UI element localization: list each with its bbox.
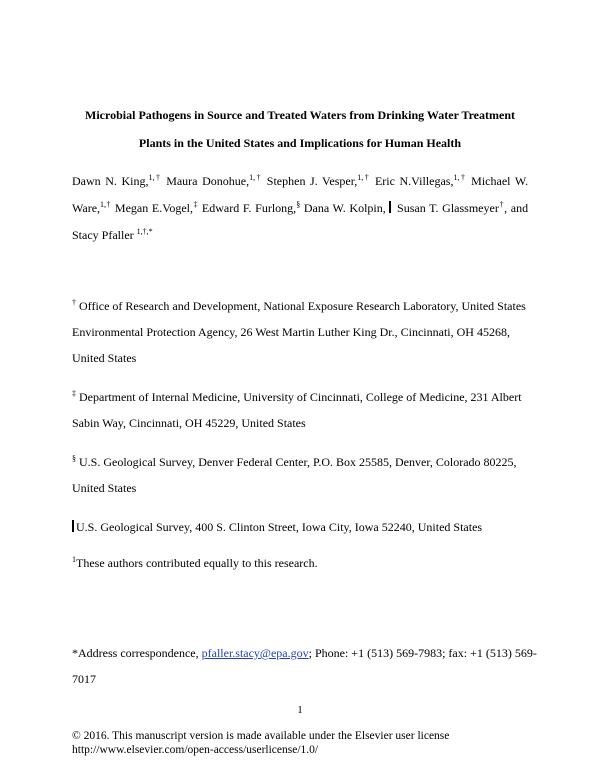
author-mark: 1,† (100, 200, 112, 209)
affiliation-text: Department of Internal Medicine, University of Cincinnati, College of Medicine, 231 Albert (76, 390, 522, 404)
author-name: Stephen J. Vesper, (266, 174, 358, 188)
author-mark: 1,† (148, 173, 162, 182)
affiliation-text: U.S. Geological Survey, Denver Federal Center, P.O. Box 25585, Denver, Colorado 80225, (76, 455, 517, 469)
author-mark: 1,† (249, 173, 263, 182)
paper-title-line-2: Plants in the United States and Implications for Human Health (138, 136, 462, 150)
author-name: Megan E.Vogel, (114, 201, 193, 215)
affiliation-text: United States (72, 351, 137, 365)
note-text: These authors contributed equally to this research. (76, 556, 318, 570)
author-line-1 (72, 168, 528, 195)
affiliation-mark: ‡ (72, 389, 76, 398)
author-name-part: Michael W. (471, 174, 529, 188)
affiliation-usgs-iowa (72, 514, 532, 540)
author-mark: 1,†,* (136, 227, 153, 236)
affiliation-text: Sabin Way, Cincinnati, OH 45229, United States (72, 416, 306, 430)
affiliation-text: U.S. Geological Survey, 400 S. Clinton Street, Iowa City, Iowa 52240, United States (76, 520, 483, 534)
author-mark: § (296, 200, 301, 209)
author-line-2: Ware,$^{1,\dagger}$ Megan E.Vogel,‡ Edward F. Furlong,§ Dana W. Kolpin, Susan T. Glassmeyer†, and (72, 200, 529, 215)
author-name: Edward F. Furlong, (201, 201, 297, 215)
affiliation-text: Environmental Protection Agency, 26 West Martin Luther King Dr., Cincinnati, OH 45268, (72, 325, 510, 339)
affiliation-usgs-denver (72, 449, 532, 501)
correspondence (72, 640, 537, 692)
affiliation-text: Office of Research and Development, National Exposure Research Laboratory, United States (76, 299, 526, 313)
double-bar-mark (72, 520, 74, 532)
license-url: http://www.elsevier.com/open-access/userlicense/1.0/ (72, 744, 319, 756)
page-number: 1 (297, 704, 303, 716)
affiliation-mark: † (72, 298, 76, 307)
double-bar-mark (389, 201, 391, 213)
affiliation-cincinnati (72, 384, 532, 436)
author-mark: ‡ (192, 200, 199, 209)
author-name: Dawn N. King, (72, 174, 149, 188)
author-mark: 1,† (357, 173, 371, 182)
author-name: Eric N.Villegas, (374, 174, 454, 188)
affiliation-epa (72, 293, 532, 371)
author-connector: and (510, 201, 529, 215)
affiliation-mark: 1 (72, 555, 76, 564)
correspondence-fax-continued: 7017 (72, 672, 96, 686)
author-name: Dana W. Kolpin, (303, 201, 386, 215)
author-name-part: Ware, (72, 201, 101, 215)
license-text: © 2016. This manuscript version is made available under the Elsevier user license (72, 730, 450, 742)
affiliation-mark: § (72, 454, 76, 463)
correspondence-phone-fax: ; Phone: +1 (513) 569-7983; fax: +1 (513) 569- (308, 646, 537, 660)
author-line-3 (72, 222, 528, 249)
license-footer (72, 729, 532, 757)
author-name: Stacy Pfaller (72, 228, 134, 242)
author-name: Maura Donohue, (166, 174, 250, 188)
correspondence-prefix: *Address correspondence, (72, 646, 202, 660)
paper-title-line-1: Microbial Pathogens in Source and Treated Waters from Drinking Water Treatment (85, 108, 515, 122)
email-link[interactable]: pfaller.stacy@epa.gov (201, 646, 309, 660)
author-list (72, 168, 528, 249)
affiliation-text: United States (72, 481, 137, 495)
equal-contribution-note (72, 550, 532, 576)
author-mark: † (498, 200, 505, 209)
author-name: Susan T. Glassmeyer (397, 201, 499, 215)
author-mark: 1,† (453, 173, 467, 182)
